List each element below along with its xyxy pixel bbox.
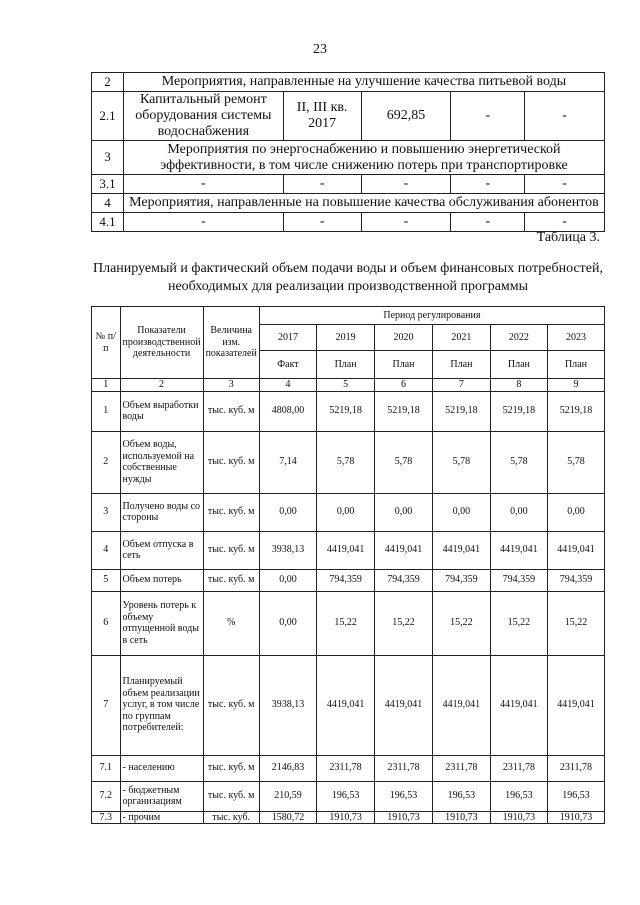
column-number: 7	[432, 379, 490, 392]
unit: %	[203, 591, 259, 655]
value-cell: 5,78	[375, 431, 433, 493]
value-cell: 2311,78	[490, 755, 547, 781]
value-cell: 4419,041	[547, 655, 604, 755]
row-number: 2	[92, 73, 124, 92]
value-cell: 4808,00	[259, 391, 316, 431]
row-number: 4	[92, 531, 121, 569]
page-number: 23	[313, 42, 327, 57]
table-row	[92, 194, 605, 213]
header-period: Период регулирования	[259, 307, 604, 325]
header-year: 2020	[375, 325, 433, 351]
row-number: 4.1	[92, 213, 124, 232]
column-number: 8	[490, 379, 547, 392]
value-cell: 15,22	[490, 591, 547, 655]
header-kind: План	[432, 351, 490, 379]
unit: тыс. куб. м	[203, 531, 259, 569]
value-cell: 4419,041	[432, 531, 490, 569]
header-kind: План	[490, 351, 547, 379]
value-cell: 1910,73	[317, 811, 375, 824]
value-cell: 5,78	[317, 431, 375, 493]
value-cell: 5,78	[432, 431, 490, 493]
indicator-name: Объем воды, используемой на собственные нужды	[120, 431, 203, 493]
value-cell: 0,00	[259, 591, 316, 655]
unit: тыс. куб. м	[203, 493, 259, 531]
header-kind: Факт	[259, 351, 316, 379]
value-cell: 0,00	[259, 569, 316, 591]
value-cell: 794,359	[432, 569, 490, 591]
value-cell: 1910,73	[432, 811, 490, 824]
value-cell: 15,22	[547, 591, 604, 655]
table-row	[92, 811, 605, 824]
column-number: 5	[317, 379, 375, 392]
value-cell: 5,78	[490, 431, 547, 493]
value-cell: 196,53	[490, 781, 547, 811]
indicator-name: Получено воды со стороны	[120, 493, 203, 531]
unit: тыс. куб. м	[203, 655, 259, 755]
unit: тыс. куб.	[203, 811, 259, 824]
measure-col4: -	[451, 213, 525, 232]
table-row	[92, 781, 605, 811]
row-number: 3	[92, 141, 124, 175]
measure-col4: -	[451, 175, 525, 194]
value-cell: 3938,13	[259, 531, 316, 569]
measure-amount: -	[361, 213, 451, 232]
value-cell: 3938,13	[259, 655, 316, 755]
measure-name: -	[123, 213, 283, 232]
indicator-name: Уровень потерь к объему отпущенной воды в сеть	[120, 591, 203, 655]
table-row	[92, 92, 605, 141]
column-number: 3	[203, 379, 259, 392]
table-row	[92, 175, 605, 194]
table-caption: Таблица 3.	[536, 230, 600, 245]
value-cell: 794,359	[375, 569, 433, 591]
row-number: 5	[92, 569, 121, 591]
table-row	[92, 493, 605, 531]
table-row	[92, 755, 605, 781]
value-cell: 794,359	[317, 569, 375, 591]
unit: тыс. куб. м	[203, 755, 259, 781]
indicator-name: Объем потерь	[120, 569, 203, 591]
indicator-name: - населению	[120, 755, 203, 781]
value-cell: 0,00	[375, 493, 433, 531]
table-row	[92, 391, 605, 431]
measure-col5: -	[525, 92, 605, 141]
table-row	[92, 655, 605, 755]
indicator-name: Объем выработки воды	[120, 391, 203, 431]
row-number: 3	[92, 493, 121, 531]
table-row	[92, 591, 605, 655]
value-cell: 0,00	[490, 493, 547, 531]
value-cell: 2146,83	[259, 755, 316, 781]
value-cell: 4419,041	[490, 531, 547, 569]
value-cell: 7,14	[259, 431, 316, 493]
header-year: 2017	[259, 325, 316, 351]
row-number: 6	[92, 591, 121, 655]
row-number: 7.2	[92, 781, 121, 811]
unit: тыс. куб. м	[203, 431, 259, 493]
value-cell: 0,00	[547, 493, 604, 531]
value-cell: 5219,18	[490, 391, 547, 431]
section-title: Мероприятия по энергоснабжению и повышению энергетической эффективности, в том числе снижению потерь при транспортировке	[123, 141, 604, 175]
value-cell: 196,53	[547, 781, 604, 811]
indicator-name: Объем отпуска в сеть	[120, 531, 203, 569]
supply-table	[91, 306, 605, 824]
value-cell: 15,22	[432, 591, 490, 655]
value-cell: 2311,78	[317, 755, 375, 781]
column-number: 4	[259, 379, 316, 392]
measure-period: -	[283, 175, 361, 194]
table-heading: Планируемый и фактический объем подачи воды и объем финансовых потребностей, необходимых для реализации производственной программы	[92, 261, 603, 295]
measure-period: II, III кв. 2017	[283, 92, 361, 141]
measure-col5: -	[525, 213, 605, 232]
measure-col4: -	[451, 92, 525, 141]
row-number: 1	[92, 391, 121, 431]
value-cell: 1580,72	[259, 811, 316, 824]
measure-name: Капитальный ремонт оборудования системы водоснабжения	[123, 92, 283, 141]
header-unit: Величина изм. показателей	[203, 307, 259, 379]
table-row	[92, 213, 605, 232]
header-kind: План	[375, 351, 433, 379]
measure-period: -	[283, 213, 361, 232]
value-cell: 1910,73	[547, 811, 604, 824]
column-number: 2	[120, 379, 203, 392]
value-cell: 210,59	[259, 781, 316, 811]
value-cell: 5,78	[547, 431, 604, 493]
value-cell: 196,53	[375, 781, 433, 811]
value-cell: 794,359	[547, 569, 604, 591]
value-cell: 4419,041	[490, 655, 547, 755]
indicator-name: - прочим	[120, 811, 203, 824]
value-cell: 1910,73	[490, 811, 547, 824]
value-cell: 5219,18	[547, 391, 604, 431]
value-cell: 2311,78	[547, 755, 604, 781]
row-number: 3.1	[92, 175, 124, 194]
table-row	[92, 73, 605, 92]
measure-name: -	[123, 175, 283, 194]
value-cell: 5219,18	[375, 391, 433, 431]
table-row	[92, 431, 605, 493]
table-row	[92, 141, 605, 175]
header-kind: План	[547, 351, 604, 379]
row-number: 7	[92, 655, 121, 755]
value-cell: 4419,041	[432, 655, 490, 755]
value-cell: 0,00	[317, 493, 375, 531]
unit: тыс. куб. м	[203, 781, 259, 811]
value-cell: 4419,041	[317, 655, 375, 755]
row-number: 7.3	[92, 811, 121, 824]
row-number: 4	[92, 194, 124, 213]
value-cell: 196,53	[432, 781, 490, 811]
value-cell: 5219,18	[317, 391, 375, 431]
header-year: 2019	[317, 325, 375, 351]
measure-col5: -	[525, 175, 605, 194]
value-cell: 794,359	[490, 569, 547, 591]
measures-table	[91, 72, 605, 232]
indicator-name: - бюджетным организациям	[120, 781, 203, 811]
indicator-name: Планируемый объем реализации услуг, в том числе по группам потребителей:	[120, 655, 203, 755]
row-number: 7.1	[92, 755, 121, 781]
header-kind: План	[317, 351, 375, 379]
value-cell: 5219,18	[432, 391, 490, 431]
header-year: 2023	[547, 325, 604, 351]
measure-amount: -	[361, 175, 451, 194]
table-row	[92, 531, 605, 569]
value-cell: 15,22	[375, 591, 433, 655]
header-year: 2022	[490, 325, 547, 351]
column-number: 9	[547, 379, 604, 392]
value-cell: 4419,041	[317, 531, 375, 569]
column-number: 6	[375, 379, 433, 392]
value-cell: 196,53	[317, 781, 375, 811]
header-indicator: Показатели производственной деятельности	[120, 307, 203, 379]
value-cell: 2311,78	[375, 755, 433, 781]
section-title: Мероприятия, направленные на повышение качества обслуживания абонентов	[123, 194, 604, 213]
row-number: 2.1	[92, 92, 124, 141]
value-cell: 4419,041	[375, 655, 433, 755]
header-year: 2021	[432, 325, 490, 351]
row-number: 2	[92, 431, 121, 493]
unit: тыс. куб. м	[203, 569, 259, 591]
measure-amount: 692,85	[361, 92, 451, 141]
value-cell: 4419,041	[375, 531, 433, 569]
value-cell: 4419,041	[547, 531, 604, 569]
table-row	[92, 569, 605, 591]
value-cell: 0,00	[432, 493, 490, 531]
value-cell: 1910,73	[375, 811, 433, 824]
value-cell: 15,22	[317, 591, 375, 655]
unit: тыс. куб. м	[203, 391, 259, 431]
column-number: 1	[92, 379, 121, 392]
value-cell: 2311,78	[432, 755, 490, 781]
value-cell: 0,00	[259, 493, 316, 531]
section-title: Мероприятия, направленные на улучшение качества питьевой воды	[123, 73, 604, 92]
header-num: № п/п	[92, 307, 121, 379]
